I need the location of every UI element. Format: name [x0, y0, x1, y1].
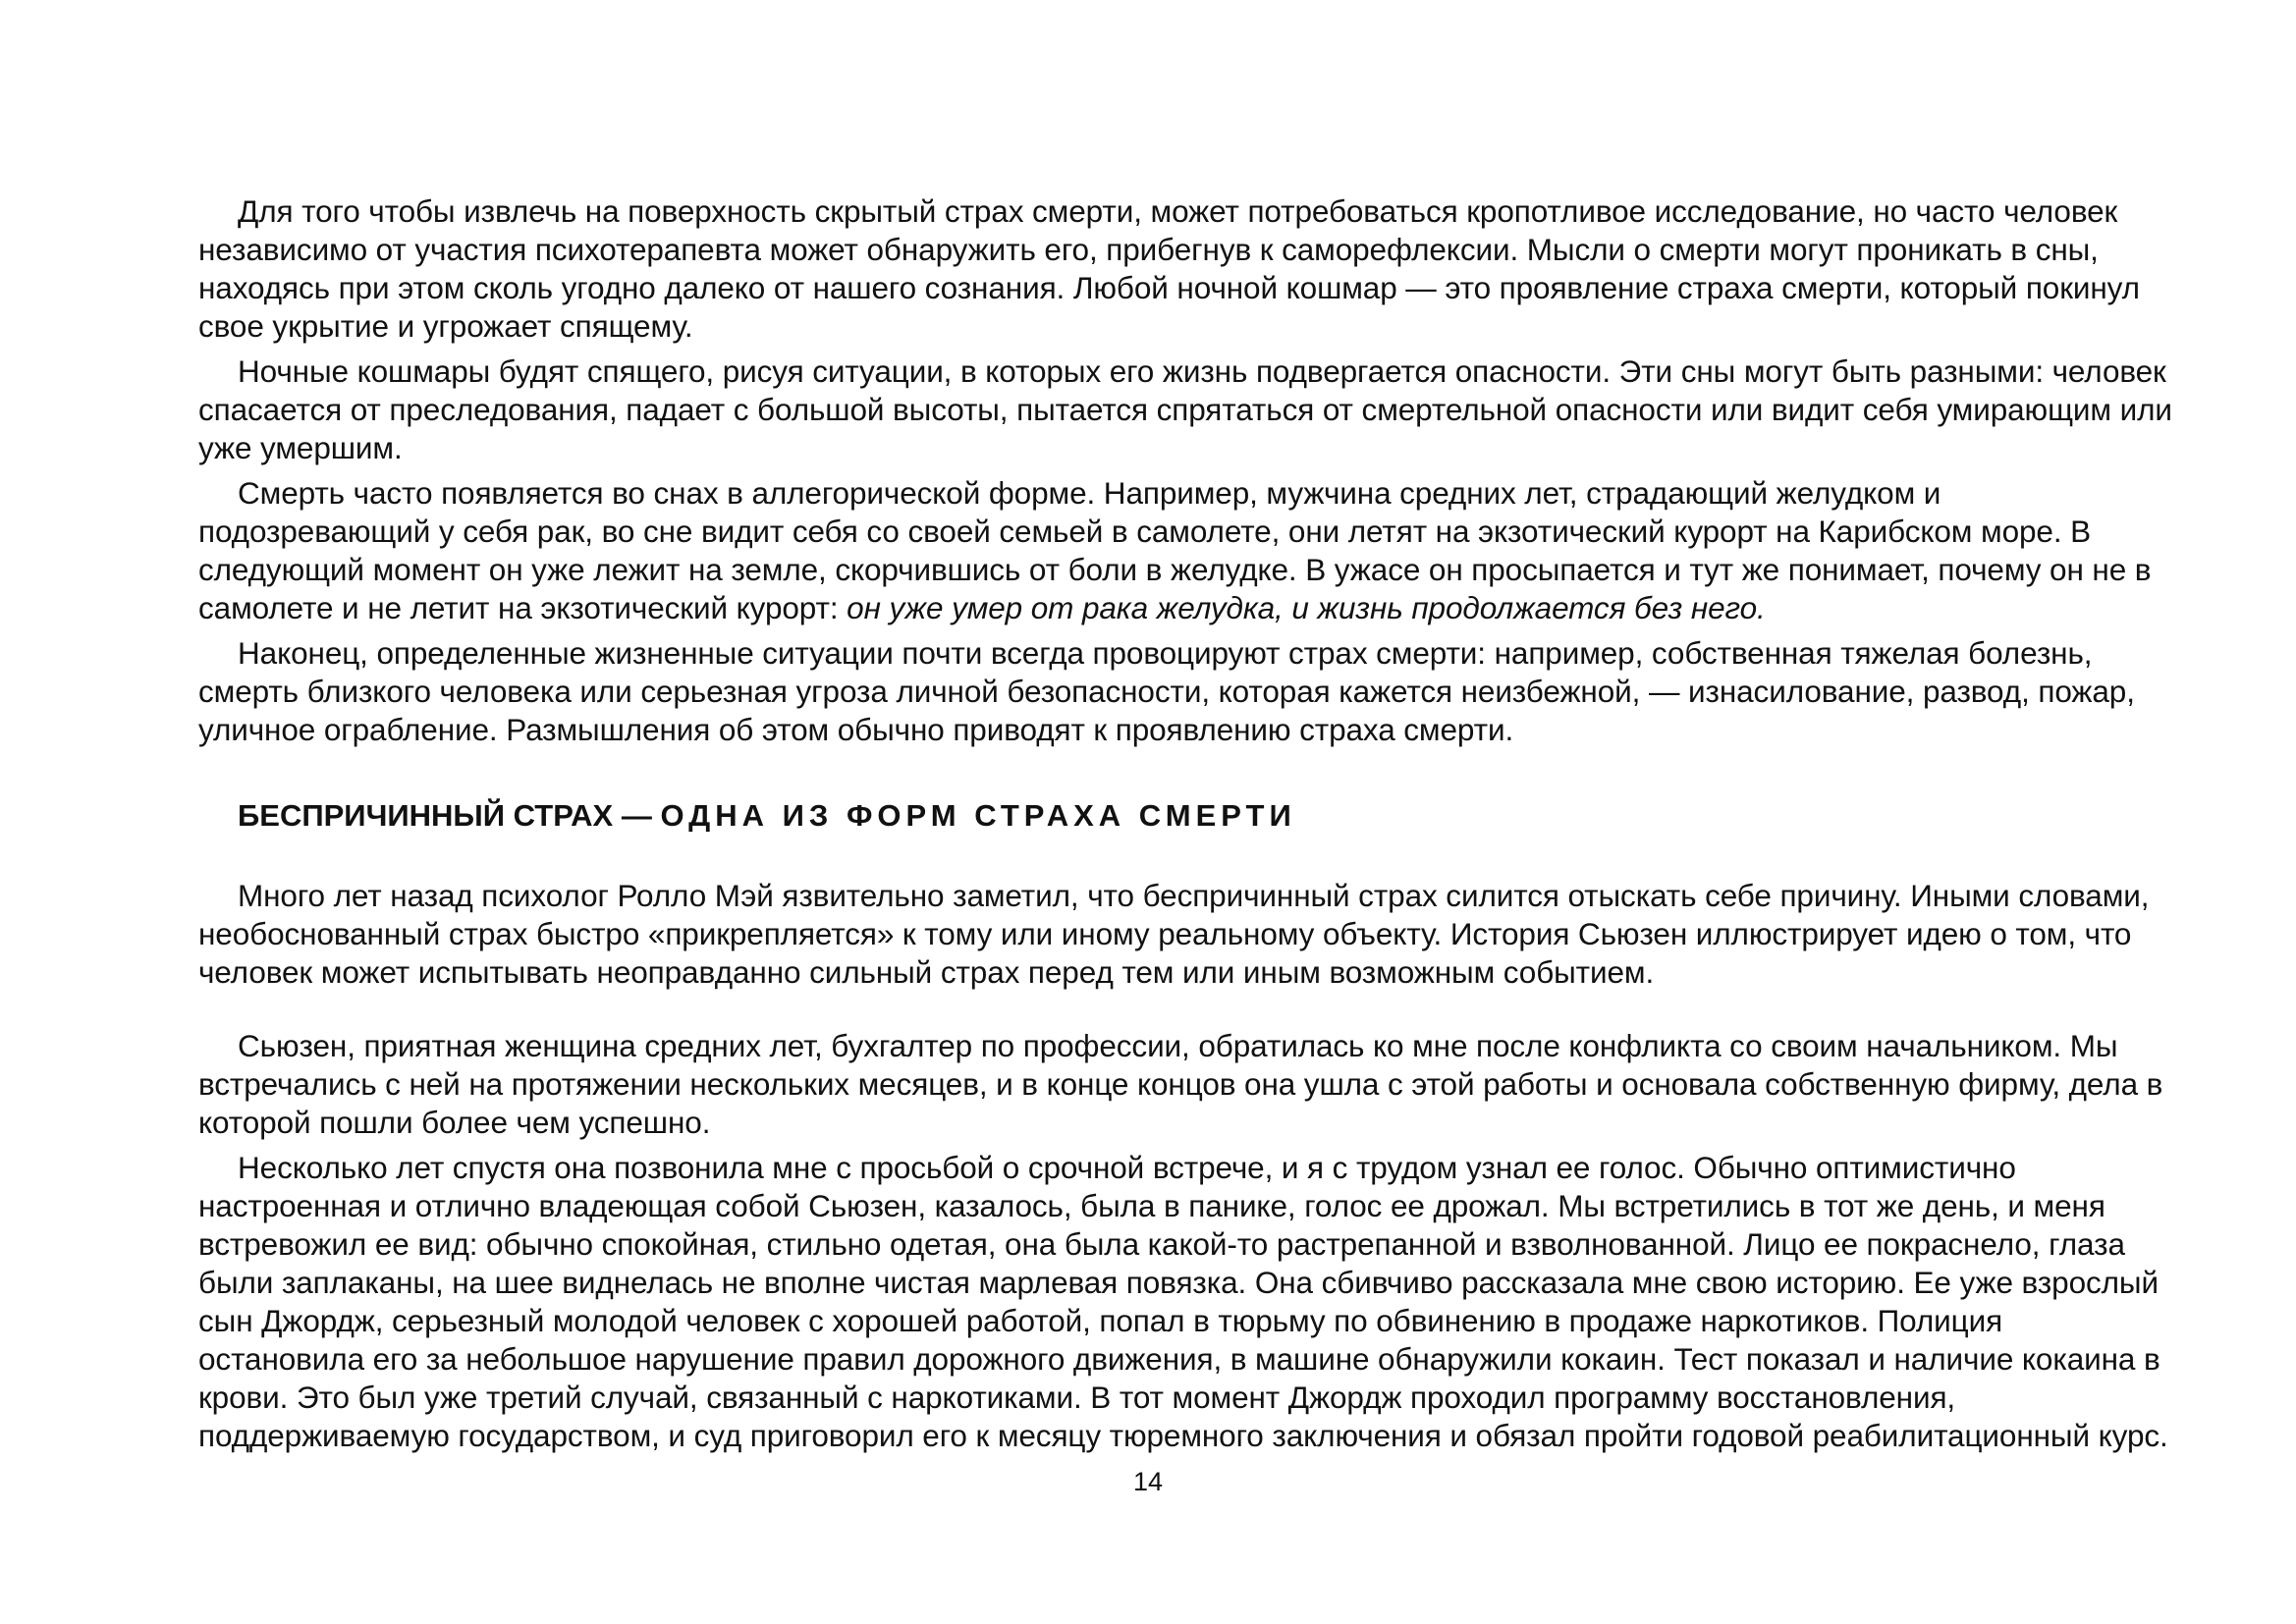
paragraph-hidden-fear: Для того чтобы извлечь на поверхность скрытый страх смерти, может потребоваться кропотливое исследование, но часто человек независимо от участия психотерапевта может обнаружить его, прибегнув к саморефлексии. Мысли о смерти могут проникать в сны, находясь при этом сколь угодно далеко от нашего сознания. Любой ночной кошмар — это проявление страха смерти, который покинул свое укрытие и угрожает спящему. [198, 193, 2140, 344]
paragraph-susan-intro: Сьюзен, приятная женщина средних лет, бухгалтер по профессии, обратилась ко мне после конфликта со своим начальником. Мы встречались с ней на протяжении нескольких месяцев, и в конце концов она ушла с этой работы и основала собственную фирму, дела в которой пошли более чем успешно. [198, 1028, 2163, 1140]
paragraph-allegorical-text: Смерть часто появляется во снах в аллегорической форме. Например, мужчина средних лет, страдающий желудком и подозревающий у себя рак, во сне видит себя со своей семьей в самолете, они летят на экзотический курорт на Карибском море. В следующий момент он уже лежит на земле, скорчившись от боли в желудке. В ужасе он просыпается и тут же понимает, почему он не в самолете и не летит на экзотический курорт: [198, 475, 2152, 625]
paragraph-allegorical-italic: он уже умер от рака желудка, и жизнь продолжается без него. [847, 590, 1766, 625]
paragraph-life-situations: Наконец, определенные жизненные ситуации почти всегда провоцируют страх смерти: например, собственная тяжелая болезнь, смерть близкого человека или серьезная угроза личной безопасности, которая кажется неизбежной, — изнасилование, развод, пожар, уличное ограбление. Размышления об этом обычно приводят к проявлению страха смерти. [198, 635, 2135, 747]
paragraph-rollo-may: Много лет назад психолог Ролло Мэй язвительно заметил, что беспричинный страх силится отыскать себе причину. Иными словами, необоснованный страх быстро «прикрепляется» к тому или иному реальному объекту. История Сьюзен иллюстрирует идею о том, что человек может испытывать неоправданно сильный страх перед тем или иным возможным событием. [198, 878, 2150, 990]
page-number: 14 [1132, 1467, 1164, 1496]
section-heading-part2: ОДНА ИЗ ФОРМ СТРАХА СМЕРТИ [660, 798, 1296, 833]
paragraph-susan-story: Несколько лет спустя она позвонила мне с просьбой о срочной встрече, и я с трудом узнал ее голос. Обычно оптимистично настроенная и отлично владеющая собой Сьюзен, казалось, была в панике, голос ее дрожал. Мы встретились в тот же день, и меня встревожил ее вид: обычно спокойная, стильно одетая, она была какой-то растрепанной и взволнованной. Лицо ее покраснело, глаза были заплаканы, на шее виднелась не вполне чистая марлевая повязка. Она сбивчиво рассказала мне свою историю. Ее уже взрослый сын Джордж, серьезный молодой человек с хорошей работой, попал в тюрьму по обвинению в продаже наркотиков. Полиция остановила его за небольшое нарушение правил дорожного движения, в машине обнаружили кокаин. Тест показал и наличие кокаина в крови. Это был уже третий случай, связанный с наркотиками. В тот момент Джордж проходил программу восстановления, поддерживаемую государством, и суд приговорил его к месяцу тюремного заключения и обязал пройти годовой реабилитационный курс. [198, 1150, 2168, 1453]
section-heading [198, 796, 2172, 836]
section-heading-part1: БЕСПРИЧИННЫЙ СТРАХ — [238, 798, 661, 833]
paragraph-nightmares: Ночные кошмары будят спящего, рисуя ситуации, в которых его жизнь подвергается опасности. Эти сны могут быть разными: человек спасается от преследования, падает с большой высоты, пытается спрятаться от смертельной опасности или видит себя умирающим или уже умершим. [198, 353, 2172, 465]
page-body [198, 192, 2172, 1455]
paragraph-gap [198, 992, 2172, 1027]
paragraph-allegorical-death [198, 474, 2172, 627]
